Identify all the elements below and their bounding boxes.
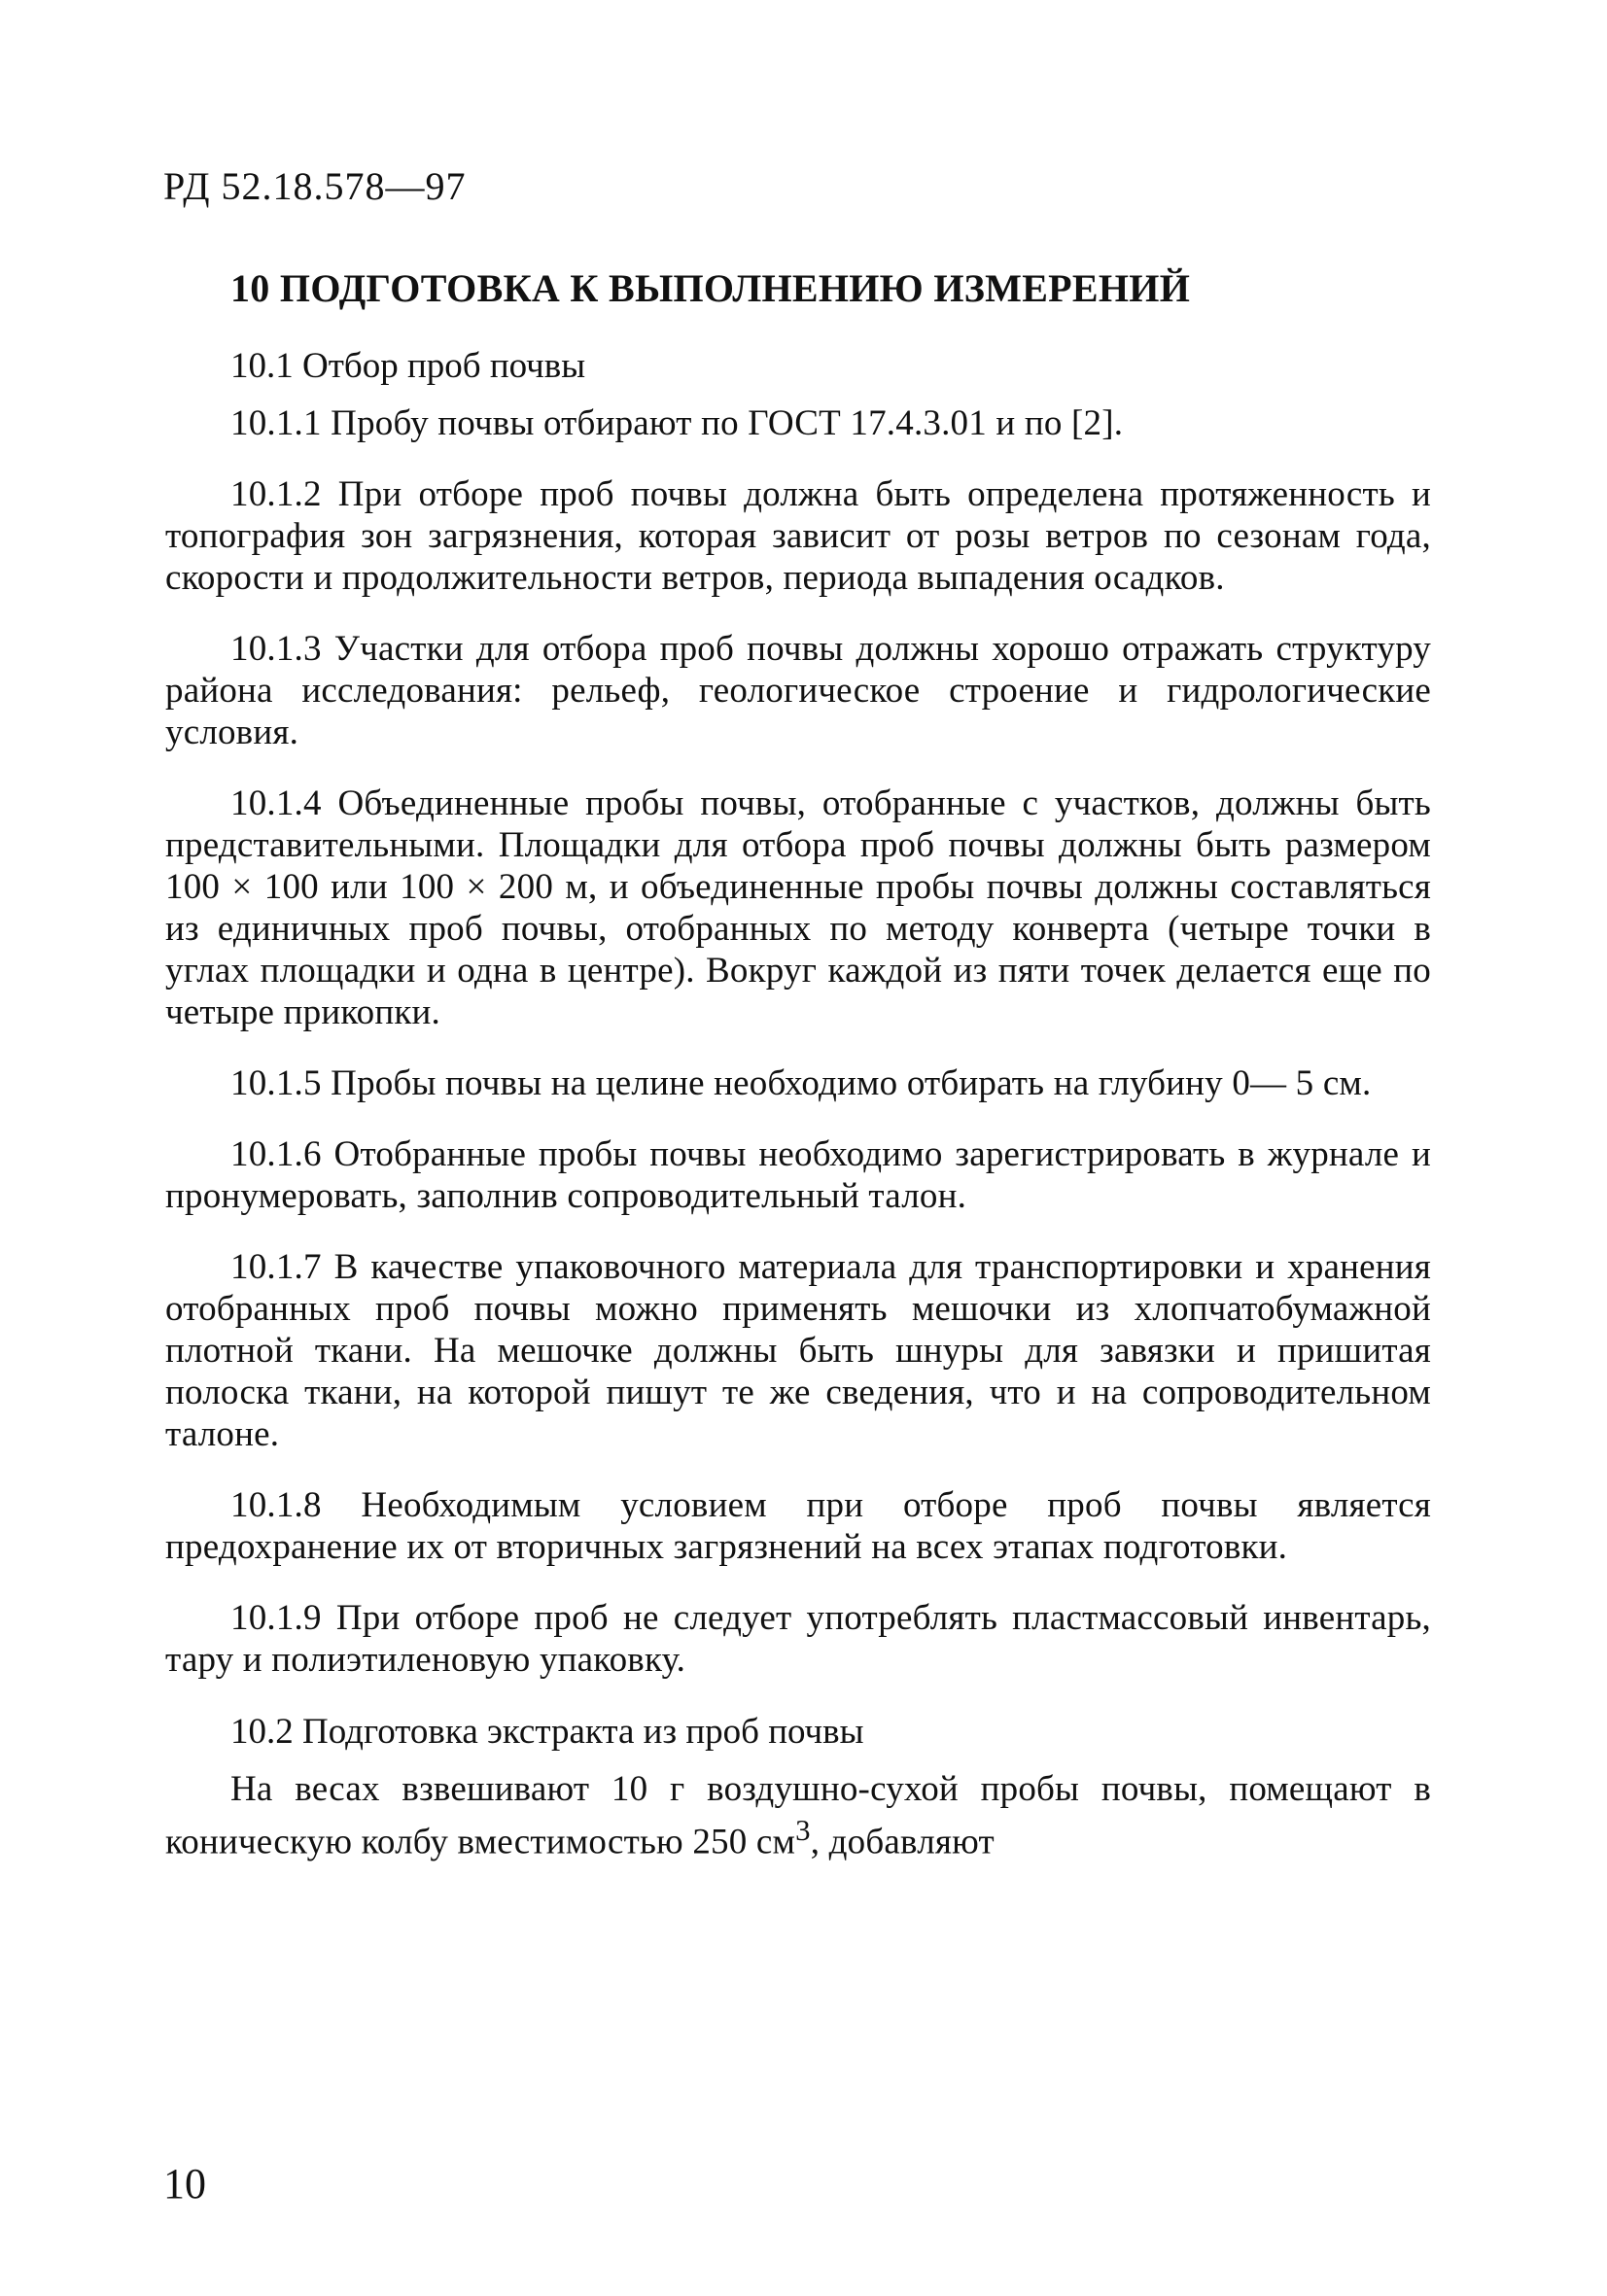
paragraph-10-1-6: 10.1.6 Отобранные пробы почвы необходимо зарегистрировать в журнале и пронумеровать, заполнив сопроводительный талон.	[165, 1134, 1431, 1216]
paragraph-10-1-9: 10.1.9 При отборе проб не следует употреблять пластмассовый инвентарь, тару и полиэтиленовую упаковку.	[165, 1598, 1431, 1680]
paragraph-10-1-7: 10.1.7 В качестве упаковочного материала для транспортировки и хранения отобранных проб почвы можно применять мешочки из хлопчатобумажной плотной ткани. На мешочке должны быть шнуры для завязки и пришитая полоска ткани, на которой пишут те же сведения, что и на сопроводительном талоне.	[165, 1247, 1431, 1454]
paragraph-10-2-text-end: , добавляют	[810, 1822, 995, 1862]
document-body	[165, 264, 1431, 1874]
paragraph-10-1-5: 10.1.5 Пробы почвы на целине необходимо отбирать на глубину 0— 5 см.	[230, 1063, 1372, 1103]
paragraph-10-2-text-start: На весах взвешивают 10 г воздушно-сухой пробы почвы, помещают в коническую колбу вместимостью 250 см	[165, 1769, 1431, 1862]
page-number: 10	[163, 2160, 206, 2208]
subsection-heading-10-2: 10.2 Подготовка экстракта из проб почвы	[230, 1712, 864, 1752]
paragraph-10-1-4: 10.1.4 Объединенные пробы почвы, отобранные с участков, должны быть представительными. Площадки для отбора проб почвы должны быть размером 100 × 100 или 100 × 200 м, и объединенные пробы почвы должны составляться из единичных проб почвы, отобранных по методу конверта (четыре точки в углах площадки и одна в центре). Вокруг каждой из пяти точек делается еще по четыре прикопки.	[165, 783, 1431, 1032]
paragraph-10-1-8: 10.1.8 Необходимым условием при отборе проб почвы является предохранение их от вторичных загрязнений на всех этапах подготовки.	[165, 1485, 1431, 1567]
paragraph-10-1-3: 10.1.3 Участки для отбора проб почвы должны хорошо отражать структуру района исследования: рельеф, геологическое строение и гидрологические условия.	[165, 629, 1431, 752]
paragraph-10-1-2: 10.1.2 При отборе проб почвы должна быть определена протяженность и топография зон загрязнения, которая зависит от розы ветров по сезонам года, скорости и продолжительности ветров, периода выпадения осадков.	[165, 474, 1431, 598]
document-code: РД 52.18.578—97	[163, 164, 467, 208]
section-heading: 10 ПОДГОТОВКА К ВЫПОЛНЕНИЮ ИЗМЕРЕНИЙ	[230, 266, 1191, 310]
unit-superscript: 3	[795, 1814, 811, 1847]
paragraph-10-1-1: 10.1.1 Пробу почвы отбирают по ГОСТ 17.4.3.01 и по [2].	[230, 403, 1124, 443]
subsection-heading-10-1: 10.1 Отбор проб почвы	[230, 346, 586, 386]
paragraph-10-2-text	[165, 1768, 1431, 1862]
